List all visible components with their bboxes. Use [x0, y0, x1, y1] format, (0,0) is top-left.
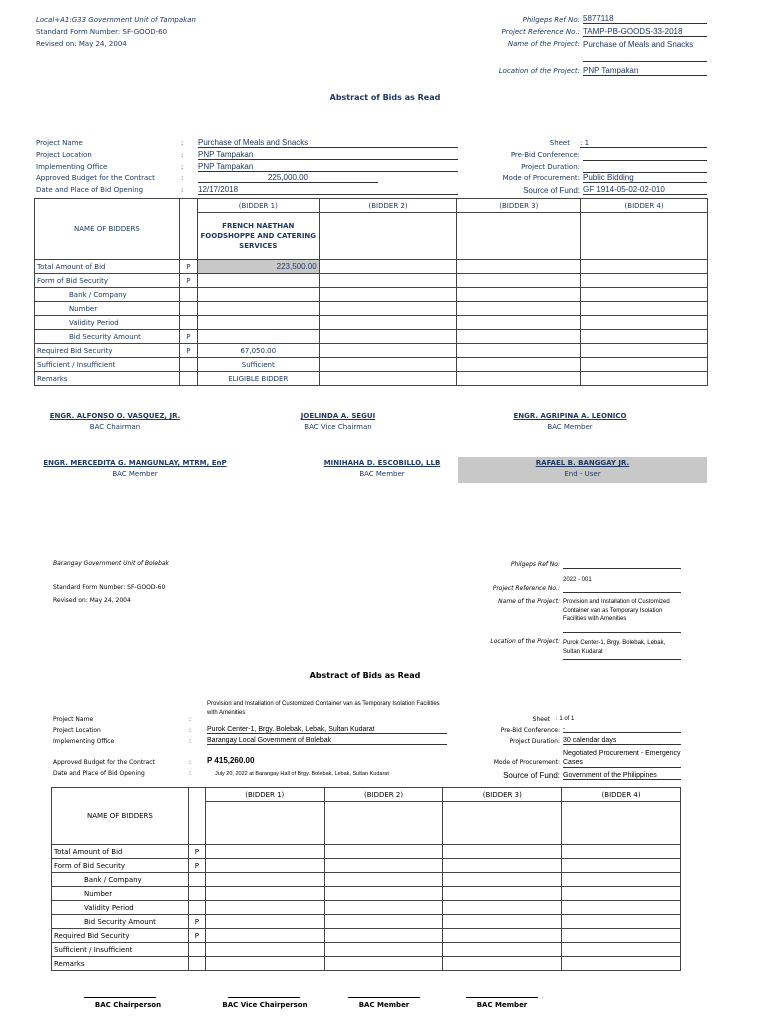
- field-value: 30 calendar days: [563, 737, 681, 745]
- signature-line: [228, 997, 300, 998]
- signatory-role: BAC Member: [547, 423, 593, 431]
- field-label: Project Name: [53, 716, 94, 723]
- colon: :: [181, 139, 184, 147]
- name-of-bidders-header: NAME OF BIDDERS: [52, 788, 189, 845]
- row-label: Sufficient / Insufficient: [35, 358, 180, 372]
- project-name-value: Provision and Installation of Customized Container van as Temporary Isolation Facilities with Amenities: [563, 598, 681, 633]
- bidder-header: (BIDDER 1): [205, 788, 324, 802]
- bidder-header: (BIDDER 2): [319, 199, 457, 213]
- peso-symbol: P: [179, 260, 197, 274]
- bidder-header: (BIDDER 1): [197, 199, 319, 213]
- row-label: Number: [35, 302, 180, 316]
- field-value: PNP Tampakan: [198, 150, 458, 160]
- field-label: Project Location: [53, 727, 101, 734]
- bidder-header: (BIDDER 4): [562, 788, 681, 802]
- field-value: 225,000.00: [198, 173, 378, 183]
- signature-line: [84, 997, 156, 998]
- row-label: Remarks: [35, 372, 180, 386]
- signatory-role: End - User: [564, 470, 601, 478]
- bid-value: Sufficient: [197, 358, 319, 372]
- signatory-name: JOELINDA A. SEGUI: [300, 412, 376, 420]
- location-label: Location of the Project:: [490, 638, 560, 645]
- ref-value: TAMP-PB-GOODS-33-2018: [583, 27, 707, 37]
- field-value: Purok Center-1, Brgy. Bolebak, Lebak, Sultan Kudarat: [207, 726, 447, 734]
- row-label: Bank / Company: [35, 288, 180, 302]
- signatory-role: BAC Member: [476, 1001, 528, 1009]
- field-label: Project Name: [36, 139, 83, 147]
- row-label: Form of Bid Security: [35, 274, 180, 288]
- signatory: [268, 412, 408, 431]
- agency-name: Barangay Government Unit of Bolebak: [53, 560, 170, 567]
- row-label: Sufficient / Insufficient: [52, 943, 189, 957]
- field-value: Government of the Philippines: [563, 772, 681, 780]
- peso-symbol: P: [188, 859, 205, 873]
- row-label: Bank / Company: [52, 873, 189, 887]
- bids-table: [51, 787, 681, 971]
- field-label: Approved Budget for the Contract: [36, 174, 155, 182]
- colon: :: [181, 186, 184, 194]
- row-label: Required Bid Security: [35, 344, 180, 358]
- signatory-role: BAC Member: [359, 470, 405, 478]
- signature-line: [466, 997, 538, 998]
- field-value: [583, 151, 707, 161]
- field-value: PNP Tampakan: [198, 162, 458, 172]
- signatory-role: BAC Chairperson: [94, 1001, 162, 1009]
- peso-symbol: P: [188, 929, 205, 943]
- field-label: Implementing Office: [53, 738, 115, 745]
- signatory-name: MINIHAHA D. ESCOBILLO, LLB: [323, 459, 441, 467]
- field-label: Date and Place of Bid Opening: [36, 186, 144, 194]
- field-value: 12/17/2018: [198, 185, 458, 195]
- signatory: [30, 412, 200, 431]
- agency-name: Local+A1:G33 Government Unit of Tampakan: [36, 16, 196, 24]
- ref-value: 2022 - 001: [563, 577, 681, 593]
- abstract-title: Abstract of Bids as Read: [309, 671, 421, 680]
- field-value: -: [563, 726, 681, 733]
- field-value: : 1: [580, 139, 707, 148]
- revised-date: Revised on: May 24, 2004: [36, 40, 127, 48]
- field-label: Mode of Procurement:: [493, 759, 560, 766]
- bidder-header: (BIDDER 3): [443, 788, 562, 802]
- row-label: Number: [52, 887, 189, 901]
- philgeps-value: [563, 559, 681, 569]
- signatory-end-user: [458, 457, 707, 483]
- peso-symbol: P: [179, 344, 197, 358]
- field-label: Sheet: [549, 139, 570, 147]
- signatory-role: BAC Vice Chairperson: [222, 1001, 308, 1009]
- project-name-label: Name of the Project:: [507, 40, 580, 48]
- field-label: Project Duration:: [521, 163, 580, 171]
- signatory-name: RAFAEL B. BANGGAY JR.: [535, 459, 630, 467]
- row-label: Form of Bid Security: [52, 859, 189, 873]
- row-label: Validity Period: [52, 901, 189, 915]
- colon: :: [189, 727, 192, 734]
- field-label: Project Duration:: [509, 738, 560, 745]
- name-of-bidders-header: NAME OF BIDDERS: [35, 199, 180, 260]
- peso-symbol: P: [179, 274, 197, 288]
- colon: :: [189, 759, 192, 766]
- field-value: [583, 163, 707, 173]
- field-label: Pre-Bid Conference:: [510, 151, 580, 159]
- location-label: Location of the Project:: [498, 67, 580, 75]
- signatory-name: ENGR. ALFONSO O. VASQUEZ, JR.: [49, 412, 181, 420]
- bidder-header: (BIDDER 2): [324, 788, 443, 802]
- field-value: Negotiated Procurement - Emergency Cases: [563, 750, 681, 766]
- colon: :: [189, 716, 192, 723]
- row-label: Remarks: [52, 957, 189, 971]
- signatory-role: BAC Member: [358, 1001, 410, 1009]
- peso-symbol: P: [179, 330, 197, 344]
- row-label: Validity Period: [35, 316, 180, 330]
- field-value: July 20, 2022 at Barangay Hall of Brgy. Bolebak, Lebak, Sultan Kudarat: [215, 771, 389, 777]
- signatory-role: BAC Chairman: [89, 423, 141, 431]
- signatory: [300, 459, 464, 478]
- bids-table: [34, 198, 708, 386]
- field-label: Source of Fund:: [523, 186, 580, 195]
- field-value: Public Bidding: [583, 173, 707, 183]
- bid-value: 67,050.00: [197, 344, 319, 358]
- field-label: Approved Budget for the Contract: [53, 759, 155, 766]
- bid-value: 223,500.00: [197, 260, 319, 274]
- field-label: Implementing Office: [36, 163, 108, 171]
- colon: :: [189, 770, 192, 777]
- abstract-title: Abstract of Bids as Read: [329, 93, 441, 102]
- location-value: Purok Center-1, Brgy. Bolebak, Lebak, Sultan Kudarat: [563, 639, 681, 660]
- bid-value: ELIGIBLE BIDDER: [197, 372, 319, 386]
- peso-symbol: P: [188, 845, 205, 859]
- bidder-header: (BIDDER 3): [457, 199, 581, 213]
- colon: :: [181, 151, 184, 159]
- field-label: Date and Place of Bid Opening: [53, 770, 145, 777]
- field-value: P 415,260.00: [207, 756, 255, 765]
- project-name-label: Name of the Project:: [498, 598, 560, 605]
- philgeps-label: Philgeps Ref No:: [522, 16, 580, 24]
- form-number: Standard Form Number: SF-GOOD-60: [53, 584, 166, 591]
- field-label: Source of Fund:: [503, 771, 560, 780]
- ref-label: Project Reference No.:: [492, 585, 560, 592]
- signatory: [30, 459, 240, 478]
- colon: :: [189, 738, 192, 745]
- project-name-full: Provision and Installation of Customized Container van as Temporary Isolation Facilities with Amenities: [207, 701, 440, 716]
- bidder1-name: FRENCH NAETHAN FOODSHOPPE AND CATERING SERVICES: [197, 213, 319, 260]
- field-label: Mode of Procurement:: [502, 174, 580, 182]
- signatory-name: ENGR. MERCEDITA G. MANGUNLAY, MTRM, EnP: [43, 459, 227, 467]
- field-label: Pre-Bid Conference:: [500, 727, 560, 734]
- row-label: Total Amount of Bid: [52, 845, 189, 859]
- peso-symbol: P: [188, 915, 205, 929]
- philgeps-label: Philgeps Ref No:: [510, 561, 560, 568]
- signatory-name: ENGR. AGRIPINA A. LEONICO: [513, 412, 627, 420]
- field-label: Sheet: [532, 716, 550, 723]
- revised-date: Revised on: May 24, 2004: [53, 597, 131, 604]
- project-name-value: Purchase of Meals and Snacks: [583, 40, 707, 62]
- philgeps-value: 5877118: [583, 14, 707, 24]
- field-label: Project Location: [36, 151, 92, 159]
- form-number: Standard Form Number: SF-GOOD-60: [36, 28, 168, 36]
- bidder-header: (BIDDER 4): [581, 199, 708, 213]
- row-label: Required Bid Security: [52, 929, 189, 943]
- row-label: Bid Security Amount: [35, 330, 180, 344]
- ref-label: Project Reference No.:: [501, 28, 580, 36]
- field-value: Barangay Local Government of Bolebak: [207, 737, 447, 745]
- field-value: : 1 of 1: [556, 716, 575, 722]
- signatory-role: BAC Member: [112, 470, 158, 478]
- location-value: PNP Tampakan: [583, 66, 707, 76]
- row-label: Bid Security Amount: [52, 915, 189, 929]
- row-label: Total Amount of Bid: [35, 260, 180, 274]
- signatory-role: BAC Vice Chairman: [304, 423, 372, 431]
- field-value: GF 1914-05-02-02-010: [583, 185, 707, 195]
- signatory: [500, 412, 640, 431]
- colon: :: [181, 174, 184, 182]
- colon: :: [181, 163, 184, 171]
- field-value: Purchase of Meals and Snacks: [198, 138, 458, 148]
- signature-line: [348, 997, 420, 998]
